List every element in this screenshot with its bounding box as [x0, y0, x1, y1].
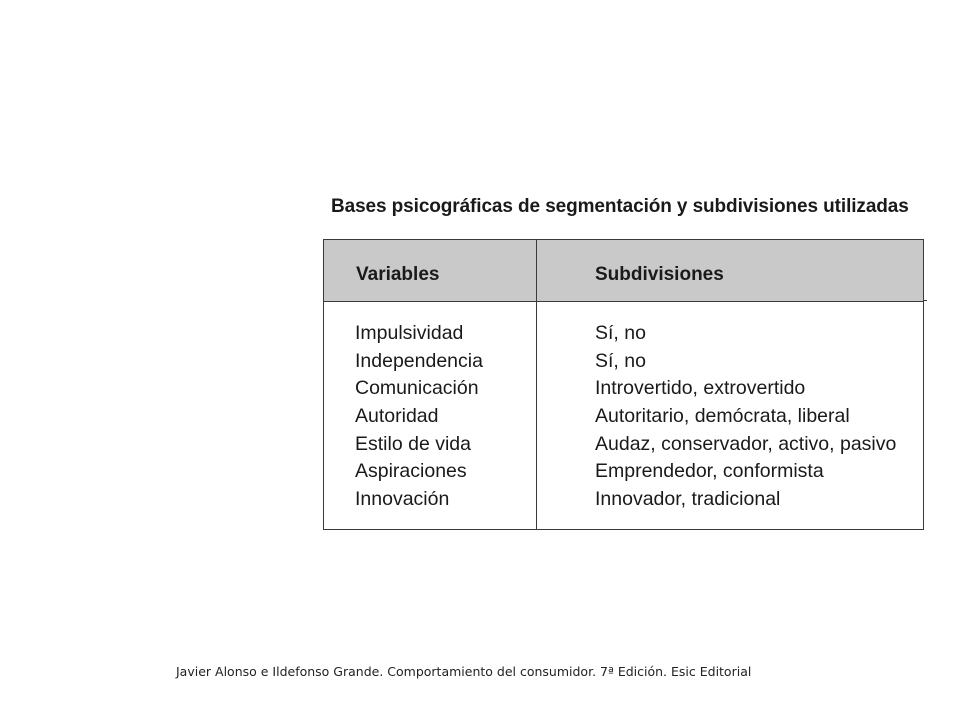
- table-cell-subdivision: Sí, no: [595, 349, 646, 372]
- table-cell-variable: Independencia: [355, 349, 483, 372]
- table-cell-variable: Autoridad: [355, 405, 439, 428]
- table-cell-variable: Comunicación: [355, 377, 479, 400]
- table-cell-subdivision: Introvertido, extrovertido: [595, 377, 806, 400]
- column-divider: [536, 240, 537, 529]
- segmentation-table: [323, 239, 924, 530]
- table-cell-variable: Innovación: [355, 488, 450, 511]
- table-cell-subdivision: Emprendedor, conformista: [595, 460, 824, 483]
- subdivisiones-column: [595, 320, 896, 514]
- table-cell-subdivision: Innovador, tradicional: [595, 488, 781, 511]
- table-cell-variable: Aspiraciones: [355, 460, 467, 483]
- table-cell-variable: Estilo de vida: [355, 432, 471, 455]
- table-title: Bases psicográficas de segmentación y subdivisiones utilizadas: [331, 196, 909, 217]
- variables-column: [355, 320, 483, 514]
- source-caption: Javier Alonso e Ildefonso Grande. Comportamiento del consumidor. 7ª Edición. Esic Editorial: [176, 664, 752, 679]
- header-subdivisiones: Subdivisiones: [595, 264, 724, 285]
- table-header-row: [324, 240, 923, 302]
- table-cell-subdivision: Sí, no: [595, 322, 646, 344]
- table-cell-subdivision: Autoritario, demócrata, liberal: [595, 405, 850, 428]
- table-cell-subdivision: Audaz, conservador, activo, pasivo: [595, 432, 897, 455]
- table-cell-variable: Impulsividad: [355, 322, 464, 344]
- header-variables: Variables: [356, 264, 440, 285]
- header-line-extension: [924, 300, 927, 301]
